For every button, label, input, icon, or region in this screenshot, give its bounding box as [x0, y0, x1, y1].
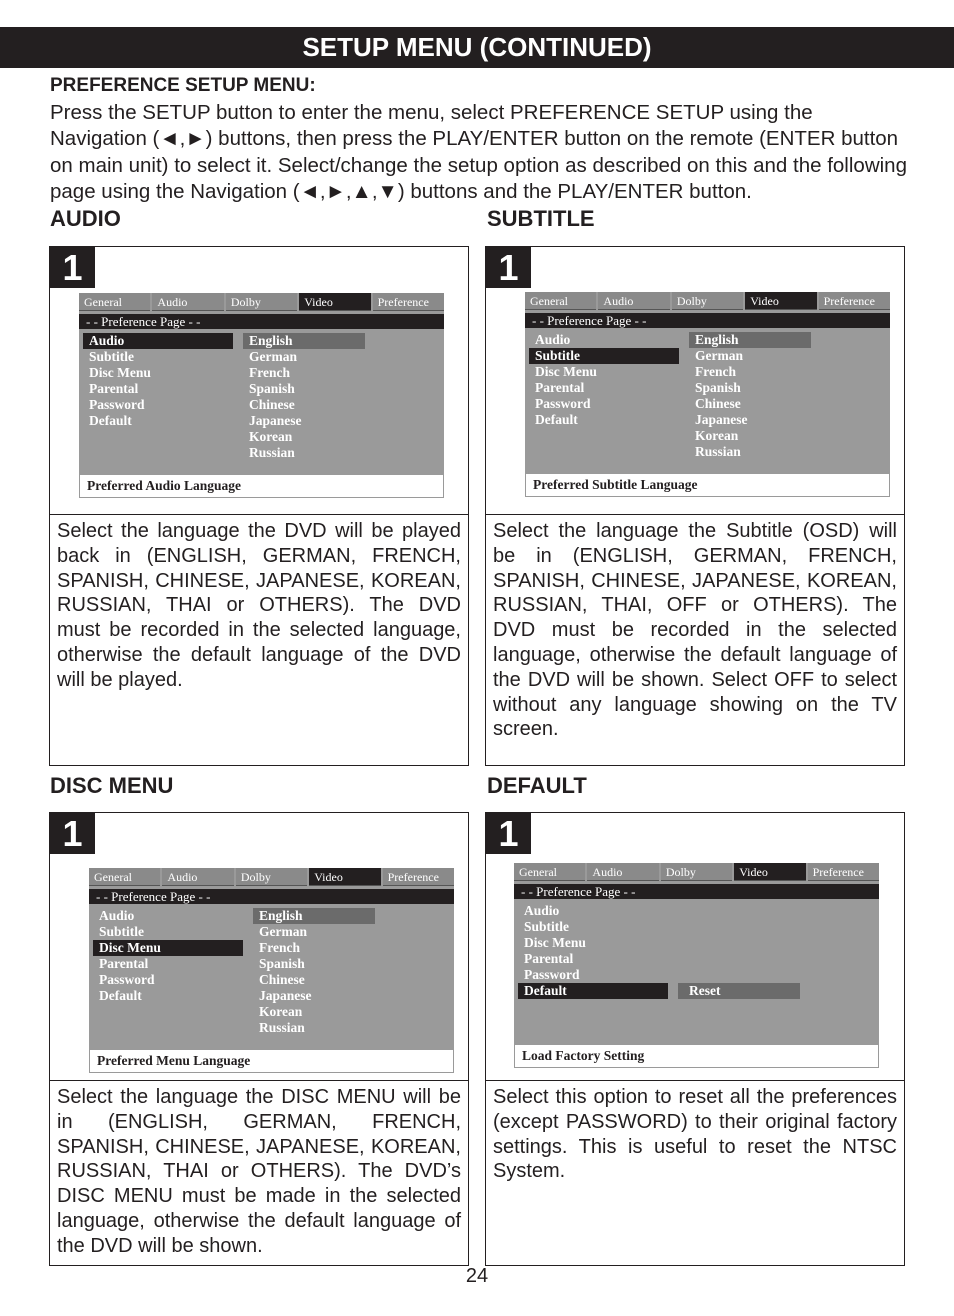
tab-general: General	[514, 863, 585, 881]
step-number: 1	[486, 813, 531, 854]
option-chinese: Chinese	[259, 972, 305, 987]
option-spanish: Spanish	[695, 380, 741, 395]
section-title-default: DEFAULT	[487, 773, 587, 798]
menu-item-disc-menu: Disc Menu	[535, 364, 597, 379]
tab-preference: Preference	[808, 863, 879, 881]
page-number: 24	[465, 1265, 489, 1287]
menu-item-parental: Parental	[535, 380, 585, 395]
osd-footer: Preferred Audio Language	[79, 474, 444, 498]
menu-item-subtitle: Subtitle	[529, 348, 679, 364]
option-russian: Russian	[249, 445, 295, 460]
tab-audio: Audio	[162, 868, 233, 886]
option-japanese: Japanese	[695, 412, 748, 427]
menu-item-parental: Parental	[99, 956, 149, 971]
option-german: German	[695, 348, 743, 363]
option-english: English	[243, 333, 365, 349]
osd-screen-audio	[79, 293, 444, 498]
option-japanese: Japanese	[249, 413, 302, 428]
page-label: - - Preference Page - -	[79, 314, 444, 329]
section-title-audio: AUDIO	[50, 206, 121, 231]
tab-dolby: Dolby	[661, 863, 732, 881]
menu-item-subtitle: Subtitle	[89, 349, 135, 364]
intro-heading: PREFERENCE SETUP MENU:	[50, 75, 316, 96]
menu-item-default: Default	[535, 412, 578, 427]
intro-text: Press the SETUP button to enter the menu, select PREFERENCE SETUP using the Navigation (◄,►) buttons, then press the PLAY/ENTER button on the remote (ENTER button on main unit) to select it. Select/change the setup option as described on this and the following page using the Navigation (◄,►,▲,▼) buttons and the PLAY/ENTER button.	[50, 100, 907, 203]
tab-audio: Audio	[587, 863, 658, 881]
option-reset: Reset	[678, 983, 800, 999]
step-number: 1	[50, 813, 95, 854]
option-japanese: Japanese	[259, 988, 312, 1003]
option-chinese: Chinese	[249, 397, 295, 412]
subtitle-panel	[485, 246, 905, 515]
tab-video: Video	[299, 293, 370, 311]
menu-item-audio: Audio	[535, 332, 571, 347]
tab-audio: Audio	[152, 293, 223, 311]
osd-tabs	[89, 868, 454, 886]
section-title-disc-menu: DISC MENU	[50, 773, 174, 798]
option-spanish: Spanish	[249, 381, 295, 396]
menu-item-disc-menu: Disc Menu	[89, 365, 151, 380]
osd-menu	[518, 903, 668, 999]
osd-screen-subtitle	[525, 292, 890, 497]
audio-description: Select the language the DVD will be played back in (ENGLISH, GERMAN, FRENCH, SPANISH, CHINESE, JAPANESE, KOREAN, RUSSIAN, THAI or OTHERS). The DVD must be recorded in the selected language, otherwise the default language of the DVD will be played.	[49, 514, 469, 766]
disc-menu-panel	[49, 812, 469, 1081]
menu-item-disc-menu: Disc Menu	[524, 935, 586, 950]
option-german: German	[259, 924, 307, 939]
tab-video: Video	[734, 863, 805, 881]
option-chinese: Chinese	[695, 396, 741, 411]
menu-item-subtitle: Subtitle	[524, 919, 570, 934]
menu-item-disc-menu: Disc Menu	[93, 940, 243, 956]
tab-preference: Preference	[819, 292, 890, 310]
osd-footer: Preferred Menu Language	[89, 1049, 454, 1073]
page-label: - - Preference Page - -	[525, 313, 890, 328]
intro	[50, 73, 910, 206]
tab-general: General	[79, 293, 150, 311]
option-german: German	[249, 349, 297, 364]
audio-panel	[49, 246, 469, 515]
tab-preference: Preference	[373, 293, 444, 311]
menu-item-password: Password	[524, 967, 580, 982]
option-russian: Russian	[259, 1020, 305, 1035]
step-number: 1	[50, 247, 95, 288]
osd-tabs	[79, 293, 444, 311]
option-french: French	[695, 364, 736, 379]
menu-item-default: Default	[518, 983, 668, 999]
subtitle-description: Select the language the Subtitle (OSD) will be in (ENGLISH, GERMAN, FRENCH, SPANISH, CHINESE, JAPANESE, KOREAN, RUSSIAN, THAI, OFF or OTHERS). The DVD must be recorded in the selected language, otherwise the default language of the DVD will be shown. Select OFF to select without any language showing on the TV screen.	[485, 514, 905, 766]
tab-video: Video	[309, 868, 380, 886]
osd-screen-disc-menu	[89, 868, 454, 1073]
osd-menu	[529, 332, 679, 428]
language-options	[243, 333, 365, 461]
option-korean: Korean	[695, 428, 739, 443]
option-russian: Russian	[695, 444, 741, 459]
osd-menu	[83, 333, 233, 429]
menu-item-parental: Parental	[524, 951, 574, 966]
language-options	[253, 908, 375, 1036]
option-korean: Korean	[259, 1004, 303, 1019]
tab-audio: Audio	[598, 292, 669, 310]
tab-video: Video	[745, 292, 816, 310]
osd-menu	[93, 908, 243, 1004]
tab-dolby: Dolby	[672, 292, 743, 310]
tab-general: General	[89, 868, 160, 886]
osd-footer: Preferred Subtitle Language	[525, 473, 890, 497]
disc-menu-description: Select the language the DISC MENU will be in (ENGLISH, GERMAN, FRENCH, SPANISH, CHINESE, JAPANESE, KOREAN, RUSSIAN, THAI or OTHERS). The DVD’s DISC MENU must be made in the selected language, otherwise the default language of the DVD will be shown.	[49, 1080, 469, 1266]
option-korean: Korean	[249, 429, 293, 444]
option-spanish: Spanish	[259, 956, 305, 971]
menu-item-parental: Parental	[89, 381, 139, 396]
osd-tabs	[525, 292, 890, 310]
reset-options	[678, 983, 800, 999]
menu-item-password: Password	[99, 972, 155, 987]
menu-item-default: Default	[89, 413, 132, 428]
option-english: English	[253, 908, 375, 924]
default-panel	[485, 812, 905, 1081]
page-banner: SETUP MENU (CONTINUED)	[0, 27, 954, 68]
page-label: - - Preference Page - -	[514, 884, 879, 899]
menu-item-default: Default	[99, 988, 142, 1003]
menu-item-audio: Audio	[99, 908, 135, 923]
option-french: French	[249, 365, 290, 380]
page-label: - - Preference Page - -	[89, 889, 454, 904]
osd-footer: Load Factory Setting	[514, 1044, 879, 1068]
tab-dolby: Dolby	[226, 293, 297, 311]
option-english: English	[689, 332, 811, 348]
step-number: 1	[486, 247, 531, 288]
menu-item-audio: Audio	[83, 333, 233, 349]
default-description: Select this option to reset all the preferences (except PASSWORD) to their original factory settings. This is useful to reset the NTSC System.	[485, 1080, 905, 1266]
menu-item-password: Password	[89, 397, 145, 412]
osd-tabs	[514, 863, 879, 881]
menu-item-password: Password	[535, 396, 591, 411]
section-title-subtitle: SUBTITLE	[487, 206, 595, 231]
tab-preference: Preference	[383, 868, 454, 886]
osd-screen-default	[514, 863, 879, 1068]
menu-item-subtitle: Subtitle	[99, 924, 145, 939]
option-french: French	[259, 940, 300, 955]
language-options	[689, 332, 811, 460]
menu-item-audio: Audio	[524, 903, 560, 918]
tab-general: General	[525, 292, 596, 310]
tab-dolby: Dolby	[236, 868, 307, 886]
